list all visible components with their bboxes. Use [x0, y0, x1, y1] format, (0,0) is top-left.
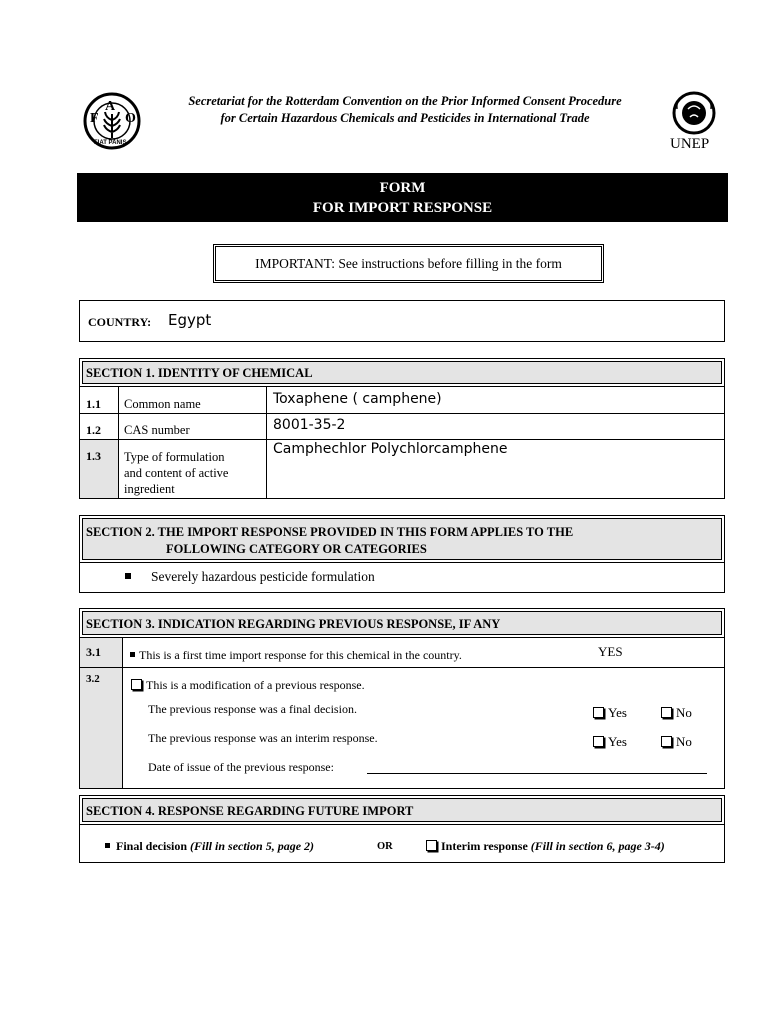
yes-label: Yes [608, 705, 627, 720]
or-label: OR [377, 841, 393, 852]
section-2-title-line-2: FOLLOWING CATEGORY OR CATEGORIES [166, 542, 427, 556]
svg-text:F: F [90, 111, 99, 126]
secretariat-header [150, 93, 660, 127]
modification-option[interactable] [131, 678, 365, 693]
final-decision-option[interactable] [105, 839, 314, 854]
bullet-icon [125, 573, 131, 579]
checkbox-icon [661, 707, 672, 718]
header-line-1: Secretariat for the Rotterdam Convention on the Prior Informed Consent Procedure [188, 94, 622, 108]
final-decision-note: (Fill in section 5, page 2) [190, 839, 315, 853]
section-1-table [79, 386, 725, 499]
checkbox-icon [593, 707, 604, 718]
common-name-label: Common name [118, 387, 266, 413]
category-item-label: Severely hazardous pesticide formulation [151, 569, 375, 584]
section-2-title-line-1: SECTION 2. THE IMPORT RESPONSE PROVIDED IN THIS FORM APPLIES TO THE [86, 525, 574, 539]
checkbox-icon [131, 679, 142, 690]
bullet-icon [130, 652, 135, 657]
section-4-heading [79, 795, 725, 825]
checkbox-icon [426, 840, 437, 851]
form-title-line-2: FOR IMPORT RESPONSE [312, 200, 493, 216]
formulation-label-line: Type of formulation [124, 450, 225, 464]
previous-response-date-label: Date of issue of the previous response: [148, 760, 334, 774]
form-title-line-1: FORM [379, 180, 426, 196]
header-line-2: for Certain Hazardous Chemicals and Pesticides in International Trade [220, 111, 590, 125]
first-time-response-answer[interactable]: YES [598, 644, 623, 659]
row-number: 1.3 [80, 439, 118, 498]
formulation-label [118, 439, 266, 498]
modification-label: This is a modification of a previous response. [146, 678, 365, 692]
section-3-table [79, 637, 725, 789]
common-name-field[interactable]: Toxaphene ( camphene) [266, 387, 724, 413]
interim-response-note: (Fill in section 6, page 3-4) [530, 839, 665, 853]
row-number: 1.1 [86, 397, 101, 411]
category-item [125, 569, 375, 585]
svg-text:A: A [105, 99, 116, 114]
final-decision-yes-checkbox[interactable] [593, 705, 627, 721]
important-notice: IMPORTANT: See instructions before filling in the form [213, 244, 604, 283]
interim-response-label: Interim response [441, 839, 528, 853]
no-label: No [676, 734, 692, 749]
section-1-title: SECTION 1. IDENTITY OF CHEMICAL [86, 366, 313, 380]
cas-number-label: CAS number [118, 413, 266, 439]
interim-response-option[interactable] [426, 839, 665, 854]
section-2-heading [79, 515, 725, 563]
row-number: 3.2 [80, 667, 122, 788]
svg-text:O: O [125, 111, 136, 126]
first-time-response-option[interactable] [122, 638, 724, 667]
country-box [79, 300, 725, 342]
interim-response-yes-checkbox[interactable] [593, 734, 627, 750]
section-1-heading [79, 358, 725, 387]
interim-response-no-checkbox[interactable] [661, 734, 692, 750]
final-decision-label: Final decision [116, 839, 188, 853]
formulation-label-line: and content of active [124, 466, 229, 480]
section-4-content [79, 824, 725, 863]
section-3-title: SECTION 3. INDICATION REGARDING PREVIOUS RESPONSE, IF ANY [86, 617, 501, 631]
bullet-icon [105, 843, 110, 848]
unep-logo [668, 89, 720, 151]
checkbox-icon [593, 736, 604, 747]
checkbox-icon [661, 736, 672, 747]
final-decision-text: The previous response was a final decision. [148, 702, 357, 716]
formulation-label-line: ingredient [124, 482, 175, 496]
section-2-content [79, 562, 725, 593]
country-label: COUNTRY: [88, 315, 152, 329]
final-decision-no-checkbox[interactable] [661, 705, 692, 721]
section-4-title: SECTION 4. RESPONSE REGARDING FUTURE IMPORT [86, 804, 414, 818]
unep-logo-text: UNEP [670, 136, 710, 151]
no-label: No [676, 705, 692, 720]
modification-block [122, 667, 724, 788]
section-3-heading [79, 608, 725, 638]
interim-response-text: The previous response was an interim response. [148, 731, 378, 745]
row-number: 3.1 [86, 645, 101, 659]
fao-logo [82, 92, 142, 150]
cas-number-field[interactable]: 8001-35-2 [266, 413, 724, 439]
country-field[interactable]: Egypt [168, 311, 212, 329]
previous-response-date-field[interactable] [367, 762, 707, 774]
formulation-field[interactable]: Camphechlor Polychlorcamphene [266, 439, 724, 498]
row-number: 1.2 [80, 413, 118, 439]
form-title-bar [77, 173, 728, 222]
fao-logo-text: FIAT PANIS [94, 140, 127, 146]
first-time-response-label: This is a first time import response for this chemical in the country. [139, 648, 462, 662]
yes-label: Yes [608, 734, 627, 749]
